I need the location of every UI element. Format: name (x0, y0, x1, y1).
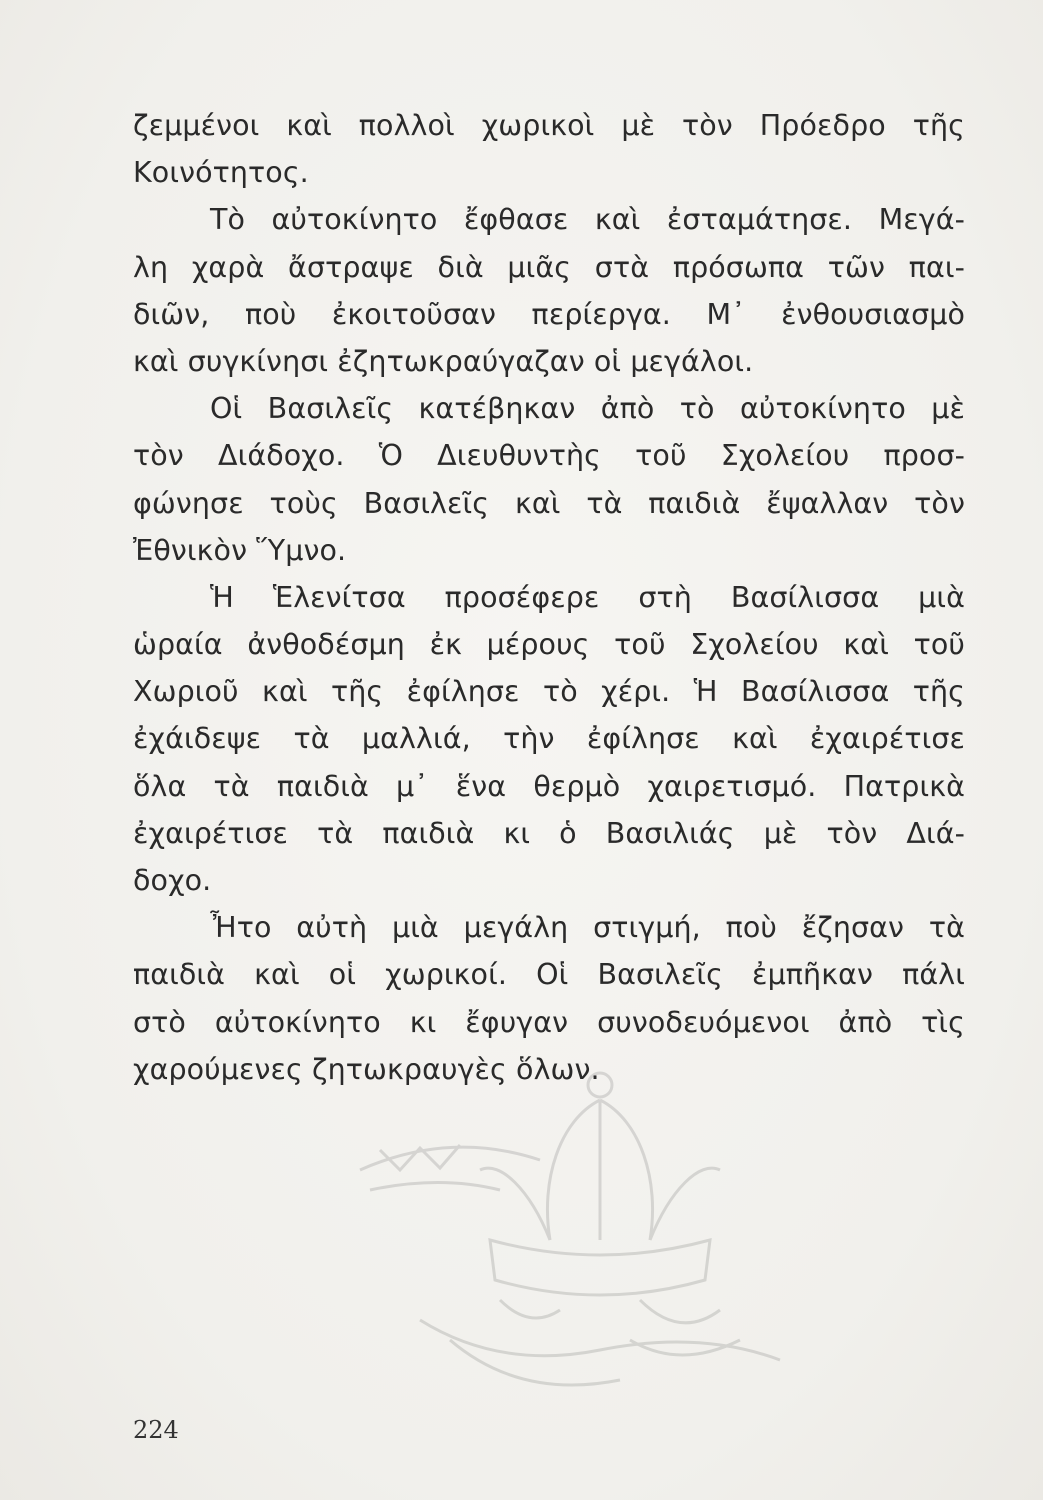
text-line: ἐχάιδεψε τὰ μαλλιά, τὴν ἐφίλησε καὶ ἐχαιρέτισε (133, 722, 965, 756)
text-line: δοχο. (133, 864, 212, 897)
text-line: παιδιὰ καὶ οἱ χωρικοί. Οἱ Βασιλεῖς ἐμπῆκαν πάλι (133, 958, 965, 992)
text-line: διῶν, ποὺ ἐκοιτοῦσαν περίεργα. Μ᾽ ἐνθουσιασμὸ (133, 297, 965, 331)
crown-wreath-icon (300, 1040, 900, 1420)
text-line: τὸν Διάδοχο. Ὁ Διευθυντὴς τοῦ Σχολείου προσ- (133, 439, 965, 473)
text-line: ὅλα τὰ παιδιὰ μ᾽ ἕνα θερμὸ χαιρετισμό. Πατρικὰ (133, 769, 965, 803)
text-line: ἐχαιρέτισε τὰ παιδιὰ κι ὁ Βασιλιάς μὲ τὸν Διά- (133, 816, 965, 850)
text-line: καὶ συγκίνησι ἐζητωκραύγαζαν οἱ μεγάλοι. (133, 344, 754, 378)
text-line: φώνησε τοὺς Βασιλεῖς καὶ τὰ παιδιὰ ἔψαλλαν τὸν (133, 486, 965, 520)
text-line: λη χαρὰ ἄστραψε διὰ μιᾶς στὰ πρόσωπα τῶν παι- (133, 250, 965, 284)
text-line: Κοινότητος. (133, 156, 309, 190)
text-line: χαρούμενες ζητωκραυγὲς ὅλων. (133, 1052, 600, 1086)
page-number: 224 (133, 1416, 179, 1444)
text-line: Οἱ Βασιλεῖς κατέβηκαν ἀπὸ τὸ αὐτοκίνητο μὲ (210, 392, 965, 426)
text-line: ζεμμένοι καὶ πολλοὶ χωρικοὶ μὲ τὸν Πρόεδρο τῆς (133, 109, 965, 142)
text-line: Ἡ Ἑλενίτσα προσέφερε στὴ Βασίλισσα μιὰ (210, 580, 965, 614)
text-line: Ἐθνικὸν Ὕμνο. (133, 533, 347, 567)
text-line: Τὸ αὐτοκίνητο ἔφθασε καὶ ἐσταμάτησε. Μεγά- (210, 203, 965, 237)
text-line: Χωριοῦ καὶ τῆς ἐφίλησε τὸ χέρι. Ἡ Βασίλισσα τῆς (133, 675, 965, 709)
text-line: Ἦτο αὐτὴ μιὰ μεγάλη στιγμή, ποὺ ἔζησαν τὰ (210, 911, 965, 945)
text-line: ὡραία ἀνθοδέσμη ἐκ μέρους τοῦ Σχολείου καὶ τοῦ (133, 628, 965, 662)
text-line: στὸ αὐτοκίνητο κι ἔφυγαν συνοδευόμενοι ἀπὸ τὶς (133, 1005, 965, 1039)
body-text (133, 102, 965, 1093)
